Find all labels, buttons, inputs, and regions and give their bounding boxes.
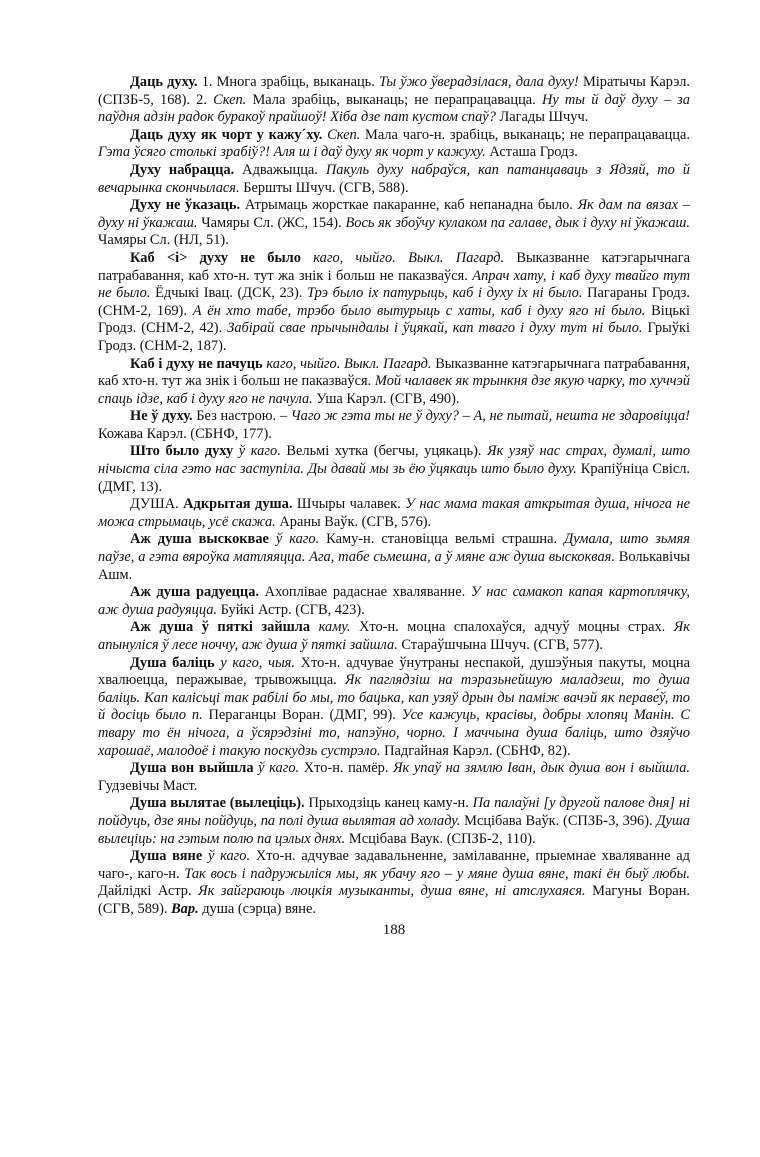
entry-headword: Не ў духу. [130, 408, 193, 425]
page-number: 188 [382, 921, 406, 938]
entry-headword: Душа вылятае (вылецiць). [130, 795, 305, 812]
entry-text: Прыходзіць канец каму-н. [304, 795, 473, 812]
entry-italic-text: Як упаў на зямлю Іван, дык душа вон і выйшла. [393, 760, 690, 777]
entry-italic-text: Як дам па вязах – духу ні ўкажаш. [98, 197, 690, 231]
dictionary-entry [98, 127, 690, 162]
entry-text: Без настрою. – [192, 408, 291, 425]
entry-headword: Аж душа ў пяткі зайшла [130, 619, 311, 636]
entry-headword: Аж душа выскоквае [130, 531, 269, 548]
entry-text: Вельмі хутка (бегчы, уцякаць). [280, 443, 488, 460]
entry-italic-text: ў каго. [258, 760, 300, 777]
dictionary-entry [98, 584, 690, 619]
entry-italic-text: Гэта ўсяго столькі зрабіў?! Аля ш і даў духу як чорт у кажуху. [98, 144, 486, 161]
entry-italic-text: ў каго. [207, 848, 251, 865]
entry-text: Выказванне катэгарычнага патрабавання, каб хто-н. тут жа знік і больш не паказваўся. [98, 249, 690, 284]
entry-italic-text: Як апынуліся ў лесе ноччу, аж душа ў пяткі зайшла. [98, 619, 690, 653]
entry-italic-text: Забірай свае прычындалы і ўцякай, кап тваго і духу тут ні было. [227, 320, 643, 337]
entry-text: Мсцібава Ваўк. (СПЗБ-3, 396). [460, 812, 657, 829]
entry-italic-text: каго, чыйго. Выкл. Пагард. [313, 249, 505, 266]
entry-text: Хто-н. моцна спалохаўся, адчуў моцны страх. [350, 619, 674, 636]
entry-text: Лагады Шчуч. [495, 109, 589, 126]
entry-text: Дайлідкі Астр. [98, 883, 199, 900]
entry-text: Віцькі Гродз. (СНМ-2, 42). [98, 302, 690, 337]
entry-text: ДУША. [130, 496, 184, 513]
entry-italic-text: Як зайграюць люцкія музыканты, душа вяне, ні атслухаяся. [198, 883, 586, 900]
entry-italic-text: Усе кажуць, красівы, добры хлопяц Манін. С твару то ён нічога, а ўсярэдзіні то, напэўно, чорно. І маччына душа баліць, што дзяўчо харошаё, малодоё і такую поскудзь сустрэло. [98, 707, 690, 759]
entry-italic-text: каму. [318, 619, 351, 636]
entry-text: Магуны Воран. (СГВ, 589). [98, 883, 690, 917]
dictionary-entry [98, 356, 690, 409]
entry-italic-text: Ну ты й даў духу – за паўдня адзін радок буракоў прайшоў! Хіба дзе пат кустом спаў? [98, 91, 690, 126]
entry-text: Гудзевічы Маст. [98, 777, 198, 794]
entry-italic-text: Душа вылецiць: на гэтым полю па цэлых днях. [98, 812, 690, 847]
entry-text: Буйкі Астр. (СГВ, 423). [217, 601, 365, 618]
dictionary-entry [98, 760, 690, 795]
entry-italic-text: ў каго. [238, 443, 281, 460]
dictionary-entry [98, 197, 690, 250]
entry-text: Чамяры Сл. (НЛ, 51). [98, 232, 229, 249]
entry-text [310, 619, 319, 635]
entry-text: Хто-н. адчувае задавальненне, замілаванне, прыемнае хваляванне ад чаго-, каго-н. [98, 848, 690, 882]
entry-text: Чамяры Сл. (ЖС, 154). [197, 214, 346, 231]
entry-text: Волькавічы Ашм. [98, 549, 690, 583]
entry-text: Араны Ваўк. (СГВ, 576). [275, 513, 432, 530]
entry-italic-text: Трэ было іх патурыць, каб і духу іх ні было. [307, 285, 583, 302]
entry-italic-text: Апрач хату, і каб духу твайго тут не было. [98, 267, 690, 302]
entry-text: Атрымаць жорсткае пакаранне, каб непанадна было. [240, 197, 578, 214]
entry-text: Міратычы Карэл. (СПЗБ-5, 168). 2. [98, 74, 690, 108]
entry-headword: Душа вяне [130, 848, 203, 865]
entry-text: Крапіўніца Свісл. (ДМГ, 13). [98, 461, 690, 495]
entry-italic-text: Мой чалавек як трынкня дзе якую чарку, то хуччэй спаць ідзе, каб і духу яго не пачула. [98, 373, 691, 407]
entry-text: Шчыры чалавек. [292, 496, 406, 513]
entry-headword: Даць духу. [130, 74, 198, 90]
entry-text: Ахоплівае радаснае хваляванне. [259, 584, 471, 601]
entry-text: Грыўкі Гродз. (СНМ-2, 187). [98, 320, 691, 354]
dictionary-entry [98, 250, 690, 356]
entry-headword: Духу не ўказаць. [130, 197, 241, 214]
entry-italic-text: Ты ўжо ўверадзілася, дала духу! [378, 74, 579, 90]
entry-italic-text: Па палаўні [у другой палове дня] ні пойдуць, дзе яны пойдуць, па полі душа вылятая ад холаду. [98, 795, 690, 829]
entry-text: Пераганцы Воран. (ДМГ, 99). [202, 707, 402, 724]
dictionary-entry [98, 655, 690, 761]
entry-text: Хто-н. памёр. [299, 760, 394, 777]
entry-headword: Што было духу [130, 443, 234, 460]
entry-italic-text: Пакуль духу набраўся, кап патанцаваць з Ядзяй, то й вечарынка скончылася. [98, 161, 690, 196]
entry-text: Кожава Карэл. (СБНФ, 177). [98, 425, 272, 442]
entry-italic-text: А ён хто табе, трэбо было вытурыць с хаты, каб і духу яго ні было. [192, 302, 646, 319]
entry-text [301, 250, 313, 266]
entry-italic-text: Думала, што зьмяя паўзе, а гэта вяроўка матляяцца. Ага, табе сьмешна, а ў мяне аж душа выскоквая. [98, 531, 690, 566]
entry-italic-text: У нас мама такая аткрытая душа, нічога не можа стрымаць, усё скажа. [98, 496, 690, 530]
entry-text: Ёдчыкі Івац. (ДСК, 23). [150, 285, 307, 302]
entry-headword: Даць духу як чорт у кажу´ху. [130, 126, 323, 143]
dictionary-entry [98, 848, 690, 918]
entry-text: Мала зрабіць, выканаць; не перапрацавацца. [246, 91, 542, 108]
entry-text: Хто-н. адчувае ўнутраны неспакой, душэўныя пакуты, моцна хвалюецца, перажывае, трывожыцца. [98, 654, 690, 689]
entry-text [269, 531, 276, 547]
entry-italic-text: Як узяў нас страх, думалі, што нічыста сіла гэто нас заступіла. Ды давай мы зь ёю ўцякаць што было духу. [98, 443, 691, 478]
entries-column [98, 74, 690, 919]
entry-italic-text: Скеп. [327, 126, 361, 143]
entry-italic-text: Чаго ж гэта ты не ў духу? – А, не пытай, нешта не здаровіцца! [290, 408, 691, 425]
dictionary-entry [98, 619, 690, 654]
entry-headword: Каб і духу не пачуць [130, 355, 263, 372]
dictionary-entry [98, 531, 690, 584]
entry-text: Бершты Шчуч. (СГВ, 588). [239, 179, 409, 196]
entry-text: Каму-н. становіцца вельмі страшна. [319, 531, 565, 548]
entry-text: Адважыцца. [234, 161, 326, 178]
entry-headword: Каб <i> духу не было [130, 249, 301, 266]
entry-headword: Душа баліць [130, 654, 215, 671]
entry-headword: Адкрытая душа. [183, 496, 293, 513]
entry-text: Пагараны Гродз. (СНМ-2, 169). [98, 285, 690, 319]
dictionary-entry [98, 162, 690, 197]
dictionary-entry [98, 496, 690, 531]
entry-text: душа (сэрца) вяне. [198, 900, 316, 917]
entry-text: Асташа Гродз. [485, 144, 578, 161]
entry-headword: Духу набрацца. [130, 161, 235, 178]
entry-italic-text: каго, чыйго. Выкл. Пагард. [266, 355, 432, 372]
entry-text: Мсцібава Ваук. (СПЗБ-2, 110). [345, 830, 536, 847]
dictionary-entry [98, 408, 690, 443]
entry-text: Мала чаго-н. зрабіць, выканаць; не перапрацавацца. [360, 126, 690, 143]
entry-text: Стараўшчына Шчуч. (СГВ, 577). [397, 637, 603, 653]
dictionary-entry [98, 443, 690, 496]
dictionary-entry [98, 74, 690, 127]
entry-text: Падгайная Карэл. (СБНФ, 82). [380, 742, 571, 759]
entry-italic-text: ў каго. [275, 531, 320, 548]
entry-italic-text: Скеп. [213, 91, 247, 108]
entry-italic-text: Так вось і падружыліся мы, як убачу яго – у мяне душа вяне, такі ён быў любы. [184, 865, 690, 882]
entry-headword: Душа вон выйшла [130, 760, 254, 777]
entry-italic-text: у каго, чыя. [220, 654, 295, 671]
entry-italic-text: Як паглядзіш на тэразьнейшую маладзеш, то душа баліць. Кап калісьці так рабілі бо мы, то бацька, кап узяў дрын ды паміж вачэй як пераве́ў, то й досіць было п. [98, 672, 691, 724]
entry-text: 1. Многа зрабіць, выканаць. [197, 74, 379, 90]
entry-headword: Аж душа радуецца. [130, 584, 259, 601]
entry-italic-text: У нас самакоп капая картоплячку, аж душа радуяцца. [98, 584, 690, 618]
entry-text: Выказванне катэгарычнага патрабавання, каб хто-н. тут жа знік і больш не паказваўся. [98, 355, 690, 390]
dictionary-entry [98, 795, 690, 848]
entry-italic-text: Вось як збоўчу кулаком па галаве, дык і духу ні ўкажаш. [345, 214, 690, 231]
entry-text: Уша Карэл. (СГВ, 490). [312, 390, 460, 407]
entry-variant-label: Вар. [171, 900, 199, 917]
